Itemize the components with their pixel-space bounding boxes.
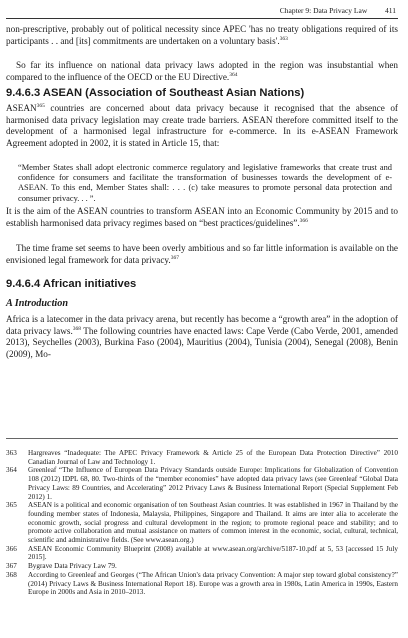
footnote-rule xyxy=(6,438,398,439)
footnote-text: Greenleaf “The Influence of European Data Privacy Standards outside Europe: Implications for Globalization of Convention 108 (2012) IDPL 68, 80. Two-thirds of the “member economies” have adopted data privacy laws (see Greenleaf “Global Data Privacy Laws: 89 Countries, and Accelerating” 2012 Privacy Laws & Business International Report (Special Supplement Feb 2012) 1. xyxy=(28,466,398,501)
block-quote: “Member States shall adopt electronic commerce regulatory and legislative frameworks that create trust and confidence for consumers and facilitate the transformation of businesses towards the development of e-ASEAN. To this end, Member States shall: . . . (c) take measures to promote personal data protection and consumer privacy. . . ”. xyxy=(18,163,392,203)
footnote-item xyxy=(6,449,398,466)
footnote-text: According to Greenleaf and Georges (“The African Union's data privacy Convention: A major step toward global consistency?” (2014) Privacy Laws & Business International Report 18). Europe was a growth area in 1980s, Latin America in 1990s, Eastern Europe in 2000s and Asia in 2010–2013. xyxy=(28,570,398,597)
footnote-ref[interactable]: 368 xyxy=(72,325,82,332)
page-number: 411 xyxy=(385,6,396,15)
footnote-text: ASEAN is a political and economic organisation of ten Southeast Asian countries. It was established in 1967 in Thailand by the founding member states of Indonesia, Malaysia, Philippines, Singapore and Thailand. It aims are inter alia to accelerate the economic growth, social progress and cultural development in the region; to promote regional peace and stability; and to promote active collaboration and mutual assistance on matters of common interest in the economic, social, cultural, technical, scientific and administrative fields. (See www.asean.org.) xyxy=(28,501,398,545)
footnote-number: 368 xyxy=(6,570,17,579)
african-paragraph-1: Africa is a latecomer in the data privacy arena, but recently has become a “growth area” in the adoption of data privacy laws.$^{368}$ The following countries have enacted laws: Cape Verde (Cabo Verde, 2001, amended 2013), Seychelles (2003), Burkina Faso (2004), Mauritius (2004), Tunisia (2004), Senegal (2008), Benin (2009), Mo- xyxy=(6,314,398,359)
running-header xyxy=(0,6,396,15)
footnote-ref[interactable]: 367 xyxy=(170,254,179,261)
footnote-ref[interactable]: 365 xyxy=(36,102,45,109)
footnote-number: 364 xyxy=(6,466,17,475)
footnote-item xyxy=(6,562,398,571)
intro-paragraph-1: non-prescriptive, probably out of political necessity since APEC 'has no treaty obligations required of its participants . . and [its] commitments are undertaken on a voluntary basis'.$^{363}$ xyxy=(6,24,398,46)
section-heading-asean: 9.4.6.3 ASEAN (Association of Southeast Asian Nations) xyxy=(6,87,305,99)
subheading-introduction: A Introduction xyxy=(6,298,68,309)
footnote-ref[interactable]: 366 xyxy=(299,217,308,224)
footnote-ref[interactable]: 363 xyxy=(279,35,288,42)
footnote-number: 366 xyxy=(6,544,17,553)
asean-paragraph-1: ASEAN$^{365}$ countries are concerned about data privacy because it recognised that the absence of harmonised data privacy legislation may create trade barriers. ASEAN therefore committed itself to the development of a harmonised legal infrastructure for e-commerce. In its e-ASEAN Framework Agreement adopted in 2002, it is stated in Article 15, that: xyxy=(6,102,398,148)
footnotes xyxy=(6,449,398,597)
intro-paragraph-2: So far its influence on national data privacy laws adopted in the region was insubstantial when compared to the influence of the OECD or the EU Directive.$^{364}$ xyxy=(6,60,398,82)
section-heading-african: 9.4.6.4 African initiatives xyxy=(6,278,137,290)
footnote-text: Hargreaves “Inadequate: The APEC Privacy Framework & Article 25 of the European Data Protection Directive” 2010 Canadian Journal of Law and Technology 1. xyxy=(28,449,398,466)
footnote-item xyxy=(6,501,398,545)
footnote-text: Bygrave Data Privacy Law 79. xyxy=(28,562,117,571)
footnote-number: 363 xyxy=(6,449,17,457)
asean-paragraph-2: It is the aim of the ASEAN countries to transform ASEAN into an Economic Community by 2015 and to establish harmonised data privacy regimes based on “best practices/guidelines”.$^{366}$ xyxy=(6,206,398,228)
chapter-title: Chapter 9: Data Privacy Law xyxy=(279,6,368,15)
footnote-item xyxy=(6,571,398,597)
footnote-ref[interactable]: 364 xyxy=(229,71,238,78)
footnote-item xyxy=(6,545,398,562)
footnote-item xyxy=(6,466,398,501)
header-rule xyxy=(6,18,398,19)
footnote-text: ASEAN Economic Community Blueprint (2008) available at www.asean.org/archive/5187-10.pdf at 5, 53 [accessed 15 July 2015]. xyxy=(28,544,398,562)
footnote-number: 365 xyxy=(6,501,17,510)
footnote-number: 367 xyxy=(6,562,17,571)
asean-paragraph-3: The time frame set seems to have been overly ambitious and so far little information is available on the envisioned legal framework for data privacy.$^{367}$ xyxy=(6,243,398,265)
